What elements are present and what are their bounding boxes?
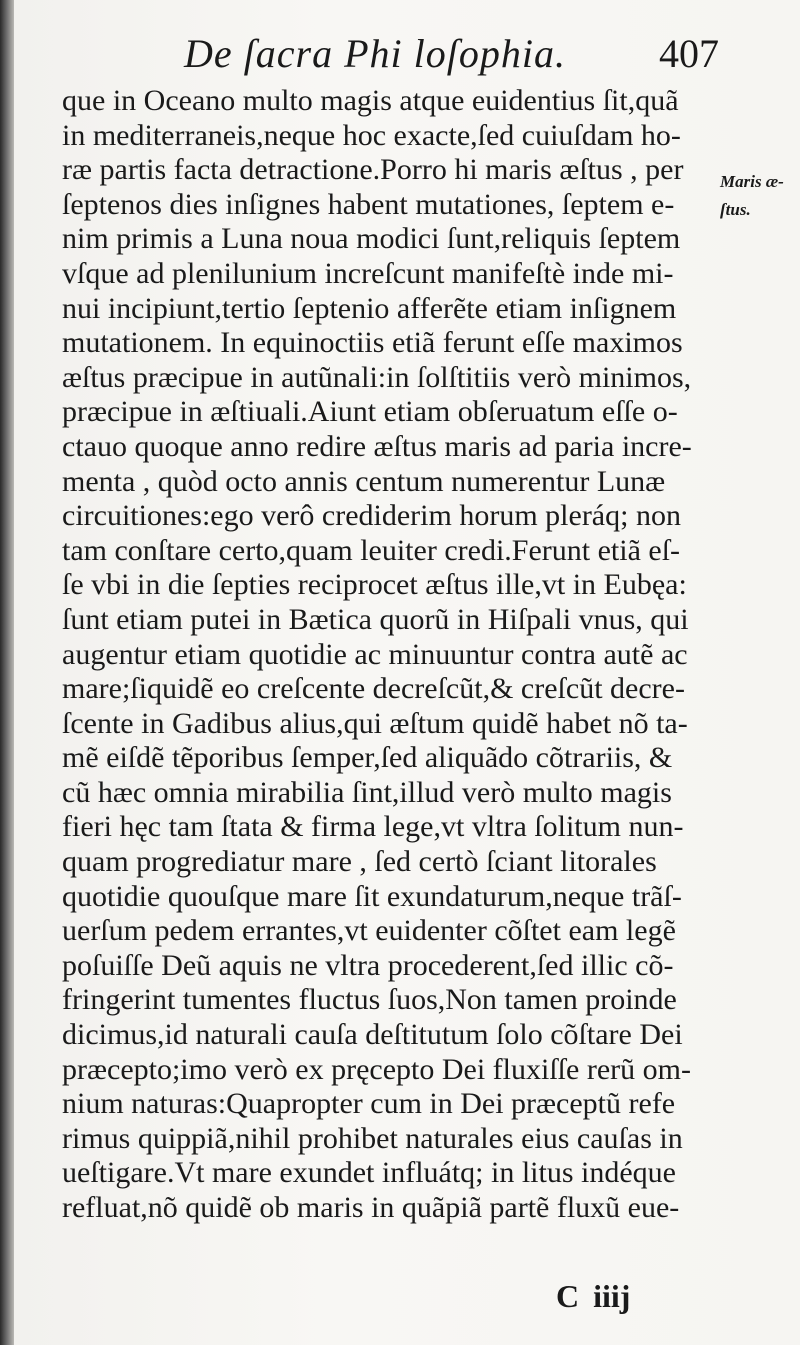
signature-mark: [556, 1278, 630, 1315]
book-page: [14, 0, 800, 1345]
text-line: tam conſtare certo,quam leuiter credi.Ferunt etiã eſ-: [62, 533, 681, 567]
text-line: ſunt etiam putei in Bætica quorũ in Hiſpali vnus, qui: [62, 602, 689, 636]
signature-numeral: iiij: [593, 1278, 631, 1314]
signature-letter: C: [556, 1278, 580, 1314]
text-line: æſtus præcipue in autũnali:in ſolſtitiis verò minimos,: [62, 360, 692, 394]
text-line: quotidie quouſque mare ſit exundaturum,neque trãſ-: [62, 879, 682, 913]
text-line: que in Oceano multo magis atque euidentius ſit,quã: [62, 84, 679, 117]
text-line: ſe vbi in die ſepties reciprocet æſtus ille,vt in Eubęa:: [62, 568, 687, 602]
text-line: præcipue in æſtiuali.Aiunt etiam obſeruatum eſſe o-: [62, 395, 678, 429]
text-line: circuitiones:ego verô crediderim horum pleráq; non: [62, 499, 681, 533]
text-line: nium naturas:Quapropter cum in Dei præceptũ refe: [62, 1087, 676, 1121]
text-line: ctauo quoque anno redire æſtus maris ad paria incre-: [62, 429, 692, 463]
text-line: refluat,nõ quidẽ ob maris in quãpiã partẽ fluxũ eue-: [62, 1191, 680, 1224]
text-line: ueſtigare.Vt mare exundet influátq; in litus indéque: [62, 1156, 676, 1190]
text-line: ſcente in Gadibus alius,qui æſtum quidẽ habet nõ ta-: [62, 706, 688, 740]
text-line: vſque ad plenilunium increſcunt manifeſtè inde mi-: [62, 256, 674, 290]
text-line: mẽ eiſdẽ tẽporibus ſemper,ſed aliquãdo cõtrariis, &: [62, 741, 673, 775]
text-line: menta , quòd octo annis centum numerentur Lunæ: [62, 464, 666, 498]
text-line: dicimus,id naturali cauſa deſtitutum ſolo cõſtare Dei: [62, 1018, 683, 1052]
marginal-note-line: Maris æ-: [720, 172, 784, 191]
text-line: quam progrediatur mare , ſed certò ſciant litorales: [62, 845, 657, 879]
text-line: augentur etiam quotidie ac minuuntur contra autẽ ac: [62, 637, 688, 671]
marginal-note: [720, 168, 784, 224]
text-line: in mediterraneis,neque hoc exacte,ſed cuiuſdam ho-: [62, 118, 681, 152]
text-line: mutationem. In equinoctiis etiã ferunt eſſe maximos: [62, 326, 683, 360]
text-line: mare;ſiquidẽ eo creſcente decreſcũt,& creſcũt decre-: [62, 672, 685, 706]
text-line: ræ partis facta detractione.Porro hi maris æſtus , per: [62, 153, 684, 187]
text-line: cũ hæc omnia mirabilia ſint,illud verò multo magis: [62, 775, 672, 809]
text-line: poſuiſſe Deũ aquis ne vltra procederent,ſed illic cõ-: [62, 948, 674, 982]
page-number: 407: [659, 31, 719, 76]
text-line: uerſum pedem errantes,vt euidenter cõſtet eam legẽ: [62, 914, 676, 948]
text-line: fringerint tumentes fluctus ſuos,Non tamen proinde: [62, 983, 677, 1017]
text-line: præcepto;imo verò ex pręcepto Dei fluxiſſe rerũ om-: [62, 1052, 691, 1086]
text-line: ſeptenos dies inſignes habent mutationes, ſeptem e-: [62, 187, 675, 221]
running-head: De ſacra Phi loſophia.: [184, 31, 566, 76]
text-line: rimus quippiã,nihil prohibet naturales eius cauſas in: [62, 1121, 683, 1155]
text-line: fieri hęc tam ſtata & firma lege,vt vltra ſolitum nun-: [62, 810, 684, 844]
marginal-note-line: ſtus.: [720, 200, 751, 219]
text-line: nui incipiunt,tertio ſeptenio afferẽte etiam inſignem: [62, 291, 677, 325]
main-text-block: [62, 84, 712, 1226]
text-line: nim primis a Luna noua modici ſunt,reliquis ſeptem: [62, 222, 681, 256]
